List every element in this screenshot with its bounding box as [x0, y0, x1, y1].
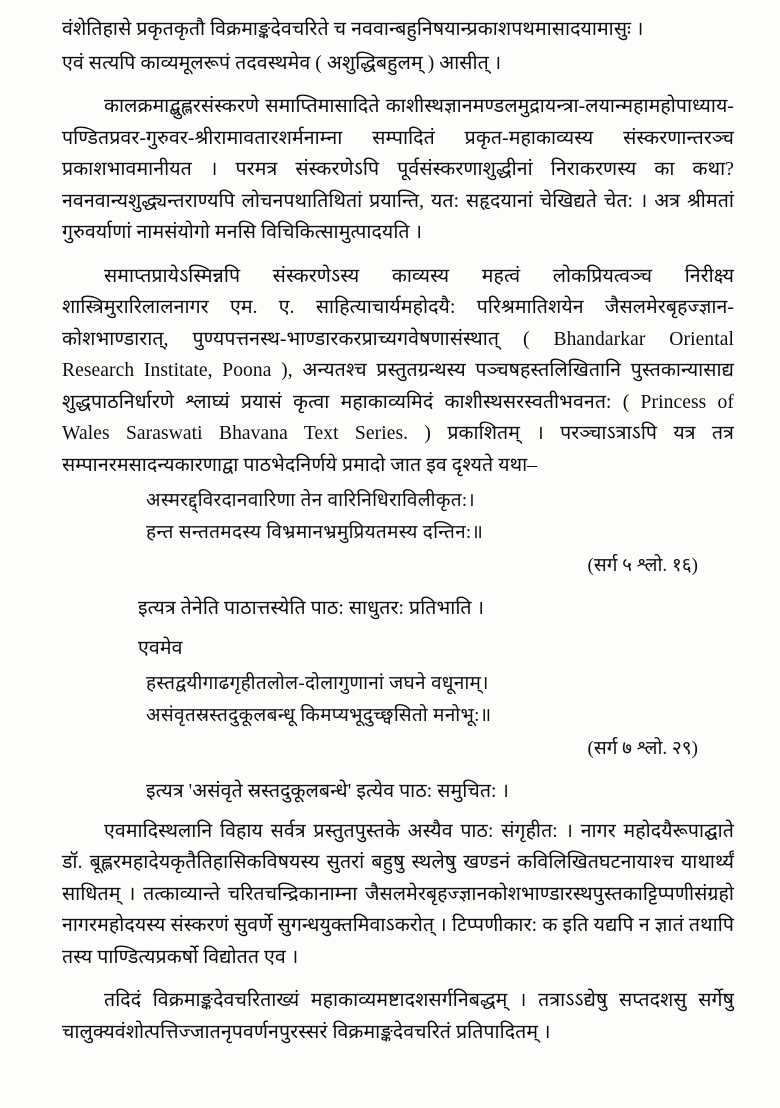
- paragraph-6: तदिदं विक्रमाङ्कदेवचरिताख्यं महाकाव्यमष्टादशसर्गनिबद्धम् । तत्राऽऽद्येषु सप्तदशसु सर्गेषु चालुक्यवंशोत्पत्तिज्जातनृपवर्णनपुरस्सरं विक्रमाङ्कदेवचरितं प्रतिपादितम् ।: [62, 990, 734, 1043]
- spacer: [62, 251, 734, 261]
- paragraph-5: एवमादिस्थलानि विहाय सर्वत्र प्रस्तुतपुस्तके अस्यैव पाठ: संगृहीत: । नागर महोदयैरूपाद्घाते डॉ. बूह्लरमहादेयकृतैतिहासिकविषयस्य सुतरां बहुषु स्थलेषु खण्डनं कविलिखितघटनायाश्च याथार्थ्यं साधितम् । तत्काव्यान्ते चरितचन्द्रिकानाम्ना जैसलमेरबृहज्ज्ञानकोशभाण्डारस्थपुस्तकाट्टिप्पणीसंग्रहो नागरमहोदयस्य संस्करणं सुवर्णे सुगन्धयुक्तमिवाऽकरोत् । टिप्पणीकार: क इति यद्यपि न ज्ञातं तथापि तस्य पाण्डित्यप्रकर्षो विद्योतत एव ।: [62, 820, 734, 968]
- note-1: इत्यत्र तेनेति पाठात्तस्येति पाठ: साधुतर: प्रतिभाति ।: [138, 598, 485, 619]
- verse-quote-1: [62, 485, 734, 549]
- spacer: [62, 975, 734, 985]
- spacer: [62, 81, 734, 91]
- verse-line: असंवृतस्रस्तदुकूलबन्धू किमप्यभूदुच्छ्वसितो मनोभू:॥: [146, 705, 492, 726]
- verse-quote-2: [62, 668, 734, 732]
- verse-line: हस्तद्वयीगाढगृहीतलोल-दोलागुणानां जघने वधूनाम्।: [146, 673, 489, 694]
- paragraph-1: वंशेतिहासे प्रकृतकृतौ विक्रमाङ्कदेवचरिते च नववान्बहुनिषयान्प्रकाशपथमासादयामासुः ।: [62, 19, 644, 40]
- verse-reference-1: (सर्ग ५ श्लो. १६): [587, 555, 698, 576]
- paragraph-4: समाप्तप्रायेऽस्मिन्नपि संस्करणेऽस्य काव्यस्य महत्वं लोकप्रियत्वञ्च निरीक्ष्य शास्त्रिमुरारिलालनागर एम. ए. साहित्याचार्यमहोदयै: परिश्रमातिशयेन जैसलमेरबृहज्ज्ञान-कोशभाण्डारात्, पुण्यपत्तनस्थ-भाण्डारकरप्राच्यगवेषणासंस्थात् ( Bhandarkar Oriental Research Institate, Poona ), अन्यतश्च प्रस्तुतग्रन्थस्य पञ्चषहस्तलिखितानि पुस्तकान्यासाद्य शुद्धपाठनिर्धारणे श्लाघ्यं प्रयासं कृत्वा महाकाव्यमिदं काशीस्थसरस्वतीभवनत: ( Princess of Wales Saraswati Bhavana Text Series. ) प्रकाशितम् । परञ्चाऽत्राऽपि यत्र तत्र सम्पानरमसादन्यकारणाद्वा पाठभेदनिर्णये प्रमादो जात इव दृश्यते यथा–: [62, 265, 734, 476]
- note-2: एवमेव: [138, 637, 183, 659]
- paragraph-2: एवं सत्यपि काव्यमूलरूपं तदवस्थमेव ( अशुद्धिबहुलम् ) आसीत् ।: [62, 52, 502, 74]
- paragraph-3: कालक्रमाद्बुह्लरसंस्करणे समाप्तिमासादिते काशीस्थज्ञानमण्डलमुद्रायन्त्रा-लयान्महामहोपाध्याय-पण्डितप्रवर-गुरुवर-श्रीरामावतारशर्मनाम्ना सम्पादितं प्रकृत-महाकाव्यस्य संस्करणान्तरञ्च प्रकाशभावमानीयत । परमत्र संस्करणेऽपि पूर्वसंस्करणाशुद्धीनां निराकरणस्य का कथा? नवनवान्यशुद्ध्यन्तराण्यपि लोचनपथातिथितां प्रयान्ति, यत: सहृदयानां चेखिद्यते चेत: । अत्र श्रीमतां गुरुवर्याणां नामसंयोगो मनसि विचिकित्सामुत्पादयति ।: [62, 96, 734, 243]
- note-3: इत्यत्र 'असंवृते स्रस्तदुकूलबन्धे' इत्येव पाठ: समुचित: ।: [146, 781, 510, 802]
- verse-line: अस्मरद्द्विरदानवारिणा तेन वारिनिधिराविलीकृत:।: [146, 490, 475, 511]
- verse-reference-2: (सर्ग ७ श्लो. २९): [587, 738, 698, 759]
- verse-line: हन्त सन्ततमदस्य विभ्रमानभ्रमुप्रियतमस्य दन्तिन:॥: [146, 522, 484, 543]
